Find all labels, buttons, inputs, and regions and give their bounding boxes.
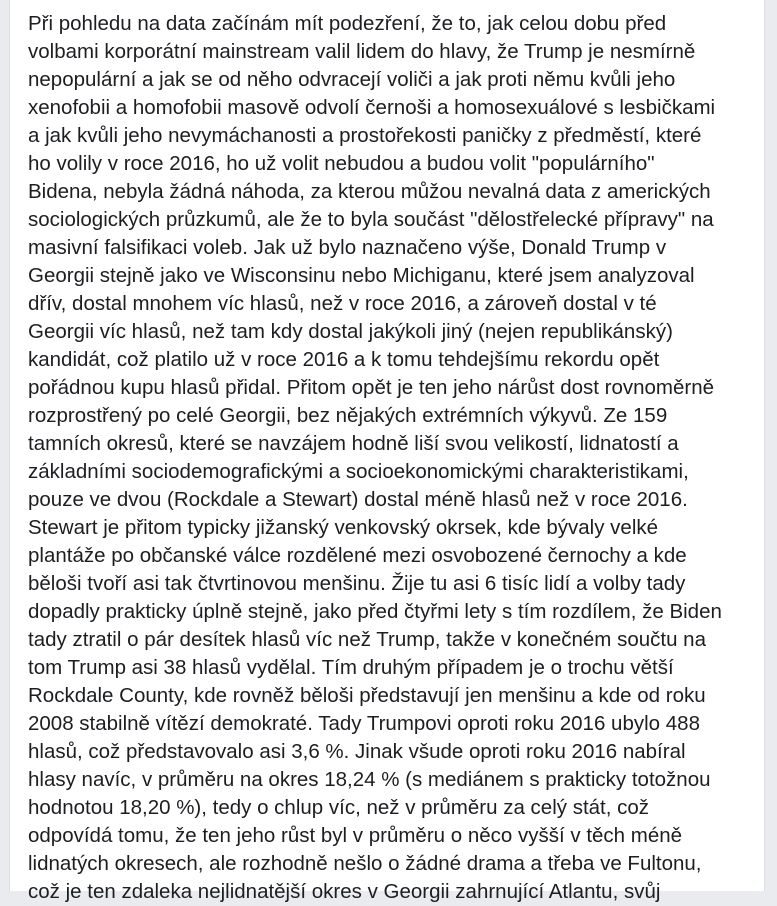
post-text-line: Při pohledu na data začínám mít podezření, že to, jak celou dobu před [28, 12, 667, 35]
post-card [9, 0, 765, 903]
post-text-line: lidnatých okresech, ale rozhodně nešlo o žádné drama a třeba ve Fultonu, [28, 852, 702, 875]
post-text-line: pouze ve dvou (Rockdale a Stewart) dostal méně hlasů než v roce 2016. [28, 488, 688, 511]
post-text-line: masivní falsifikaci voleb. Jak už bylo naznačeno výše, Donald Trump v [28, 236, 667, 259]
post-text-line: Georgii stejně jako ve Wisconsinu nebo Michiganu, které jsem analyzoval [28, 264, 695, 287]
post-text-line: nepopulární a jak se od něho odvracejí voliči a jak proti němu kvůli jeho [28, 68, 676, 91]
post-text-line: tady ztratil o pár desítek hlasů víc než Trump, takže v konečném součtu na [28, 628, 706, 651]
post-text-line: rozprostřený po celé Georgii, bez nějakých extrémních výkyvů. Ze 159 [28, 404, 668, 427]
post-text-line: pořádnou kupu hlasů přidal. Přitom opět je ten jeho nárůst dost rovnoměrně [28, 376, 715, 399]
post-text-line: xenofobii a homofobii masově odvolí černoši a homosexuálové s lesbičkami [28, 96, 716, 119]
post-text-line: Rockdale County, kde rovněž běloši představují jen menšinu a kde od roku [28, 684, 706, 707]
post-text-line: hlasy navíc, v průměru na okres 18,24 % (s mediánem s prakticky totožnou [28, 768, 711, 791]
post-text-line: základními sociodemografickými a socioekonomickými charakteristikami, [28, 460, 689, 483]
post-text-line: hlasů, což představovalo asi 3,6 %. Jinak všude oproti roku 2016 nabíral [28, 740, 686, 763]
post-text-line: ho volily v roce 2016, ho už volit nebudou a budou volit "populárního" [28, 152, 655, 175]
post-text-line: Bidena, nebyla žádná náhoda, za kterou můžou nevalná data z amerických [28, 180, 711, 203]
post-text-line: odpovídá tomu, že ten jeho růst byl v průměru o něco vyšší v těch méně [28, 824, 683, 847]
post-text-line: což je ten zdaleka nejlidnatější okres v Georgii zahrnující Atlantu, svůj [28, 880, 661, 903]
post-text-line: sociologických průzkumů, ale že to byla součást "dělostřelecké přípravy" na [28, 208, 714, 231]
post-text-line: plantáže po občanské válce rozdělené mezi osvobozené černochy a kde [28, 544, 687, 567]
post-text-line: hodnotou 18,20 %), tedy o chlup víc, než v průměru za celý stát, což [28, 796, 650, 819]
post-text-line: Georgii víc hlasů, než tam kdy dostal jakýkoli jiný (nejen republikánský) [28, 320, 673, 343]
post-text-line: běloši tvoří asi tak čtvrtinovou menšinu. Žije tu asi 6 tisíc lidí a volby tady [28, 572, 686, 595]
post-text-line: 2008 stabilně vítězí demokraté. Tady Trumpovi oproti roku 2016 ubylo 488 [28, 712, 700, 735]
post-text-line: dřív, dostal mnohem víc hlasů, než v roce 2016, a zároveň dostal v té [28, 292, 657, 315]
post-text [28, 10, 760, 906]
post-text-line: Stewart je přitom typicky jižanský venkovský okrsek, kde bývaly velké [28, 516, 659, 539]
post-text-line: kandidát, což platilo už v roce 2016 a k tomu tehdejšímu rekordu opět [28, 348, 660, 371]
post-text-line: tom Trump asi 38 hlasů vydělal. Tím druhým případem je o trochu větší [28, 656, 674, 679]
post-text-line: volbami korporátní mainstream valil lidem do hlavy, že Trump je nesmírně [28, 40, 696, 63]
post-text-line: dopadly prakticky úplně stejně, jako před čtyřmi lety s tím rozdílem, že Biden [28, 600, 722, 623]
post-text-line: a jak kvůli jeho nevymáchanosti a prostořekosti paničky z předměstí, které [28, 124, 702, 147]
post-text-line: tamních okresů, které se navzájem hodně liší svou velikostí, lidnatostí a [28, 432, 679, 455]
